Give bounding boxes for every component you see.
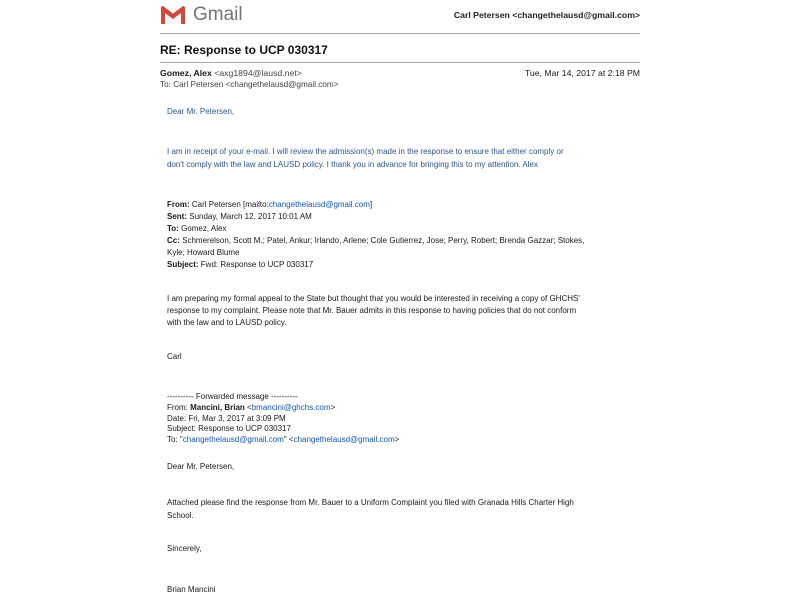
quoted-cc-label: Cc: bbox=[167, 236, 180, 245]
forward-note-line: I am preparing my formal appeal to the State but thought that you would be interested in receiving a copy of GHCHS' bbox=[167, 294, 580, 303]
quoted-header bbox=[167, 199, 584, 271]
forwarded-to-row bbox=[167, 435, 399, 446]
message-date: Tue, Mar 14, 2017 at 2:18 PM bbox=[524, 68, 640, 78]
quoted-subject-label: Subject: bbox=[167, 260, 199, 269]
forwarded-to-display-link[interactable]: changethelausd@gmail.com bbox=[182, 435, 284, 445]
forwarded-from-name: Mancini, Brian bbox=[190, 402, 245, 412]
forwarded-date-row: Date: Fri, Mar 3, 2017 at 3:09 PM bbox=[167, 413, 286, 423]
forwarded-paragraph bbox=[167, 496, 574, 522]
message-recipients: To: Carl Petersen <changethelausd@gmail.com> bbox=[160, 80, 339, 89]
forwarded-to-close: > bbox=[394, 435, 400, 445]
forward-note-signoff: Carl bbox=[167, 352, 182, 361]
quoted-from-row bbox=[167, 199, 584, 211]
forwarded-to-quote-open: " bbox=[179, 435, 183, 445]
reply-paragraph bbox=[167, 145, 564, 171]
quoted-from-suffix: ] bbox=[369, 200, 373, 209]
forwarded-from-email-link[interactable]: bmancini@ghchs.com bbox=[251, 402, 331, 412]
forwarded-subject-row: Subject: Response to UCP 030317 bbox=[167, 424, 291, 434]
reply-line: don't comply with the law and LAUSD policy. I thank you in advance for bringing this to my attention. Alex bbox=[167, 160, 538, 169]
forwarded-signature: Brian Mancini bbox=[167, 585, 216, 594]
quoted-from-label: From: bbox=[167, 200, 190, 209]
forwarded-body-line: School. bbox=[167, 511, 194, 520]
sender-name: Gomez, Alex bbox=[160, 68, 212, 78]
forwarded-from-close: > bbox=[330, 402, 336, 412]
thread-subject: RE: Response to UCP 030317 bbox=[160, 43, 328, 57]
quoted-subject-row bbox=[167, 259, 584, 271]
forward-note-line: with the law and to LAUSD policy. bbox=[167, 318, 287, 327]
quoted-sent-label: Sent: bbox=[167, 212, 187, 221]
reply-greeting: Dear Mr. Petersen, bbox=[167, 107, 235, 116]
forwarded-from-open: < bbox=[247, 402, 252, 412]
quoted-sent-row bbox=[167, 211, 584, 223]
gmail-m-icon bbox=[160, 5, 186, 25]
header-divider bbox=[160, 33, 640, 34]
message-header bbox=[160, 67, 640, 79]
forwarded-closing: Sincerely, bbox=[167, 544, 202, 553]
quoted-cc-continuation: Kyle; Howard Blume bbox=[167, 248, 240, 257]
quoted-from-email-link[interactable]: changethelausd@gmail.com bbox=[268, 200, 370, 209]
forwarded-divider: ---------- Forwarded message ---------- bbox=[167, 392, 298, 401]
forwarded-to-label: To: bbox=[167, 435, 178, 445]
forwarded-body-line: Attached please find the response from Mr. Bauer to a Uniform Complaint you filed with Granada Hills Charter High bbox=[167, 498, 574, 507]
forwarded-to-quote-mid: " < bbox=[283, 435, 294, 445]
subject-divider bbox=[160, 62, 640, 63]
quoted-to-value: Gomez, Alex bbox=[181, 224, 227, 233]
gmail-logo bbox=[160, 4, 243, 26]
forwarded-header bbox=[167, 392, 399, 446]
account-label: Carl Petersen <changethelausd@gmail.com> bbox=[453, 10, 640, 20]
sender-email: <axg1894@lausd.net> bbox=[214, 68, 302, 78]
forwarded-from-row bbox=[167, 403, 399, 414]
quoted-from-value: Carl Petersen [mailto: bbox=[191, 200, 269, 209]
forwarded-to-email-link[interactable]: changethelausd@gmail.com bbox=[293, 435, 395, 445]
gmail-wordmark: Gmail bbox=[193, 4, 243, 25]
forward-note-line: response to my complaint. Please note that Mr. Bauer admits in this response to having policies that do not conform bbox=[167, 306, 577, 315]
reply-line: I am in receipt of your e-mail. I will review the admission(s) made in the response to ensure that either comply or bbox=[167, 147, 564, 156]
forwarded-from-label: From: bbox=[167, 402, 188, 412]
forward-note bbox=[167, 293, 580, 329]
quoted-sent-value: Sunday, March 12, 2017 10:01 AM bbox=[189, 212, 312, 221]
quoted-subject-value: Fwd: Response to UCP 030317 bbox=[200, 260, 314, 269]
quoted-to-label: To: bbox=[167, 224, 179, 233]
quoted-cc-value: Schmerelson, Scott M.; Patel, Ankur; Irlando, Arlene; Cole Gutierrez, Jose; Perry, Robert; Brenda Gazzar; Stokes, bbox=[182, 236, 585, 245]
forwarded-greeting: Dear Mr. Petersen, bbox=[167, 462, 235, 471]
quoted-to-row bbox=[167, 223, 584, 235]
quoted-cc-row bbox=[167, 235, 584, 247]
